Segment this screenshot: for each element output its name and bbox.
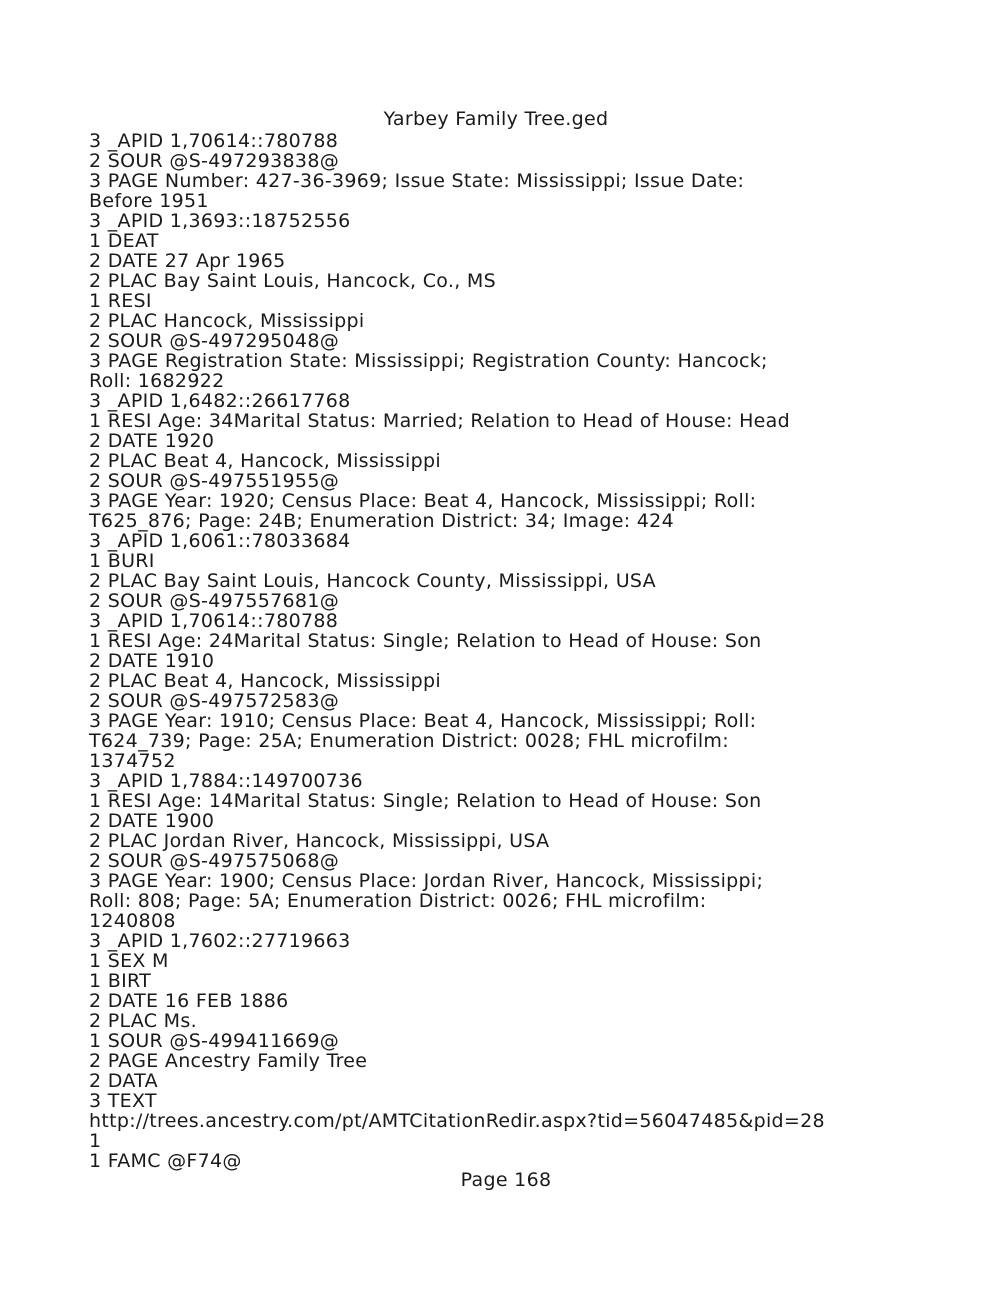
document-title: Yarbey Family Tree.ged: [383, 108, 609, 130]
record-line: 2 PLAC Ms.: [89, 1010, 197, 1032]
record-line: 2 DATE 1910: [89, 650, 215, 672]
record-line: 1 DEAT: [89, 230, 159, 252]
record-line: 1 SOUR @S-499411669@: [89, 1030, 340, 1052]
record-line: 2 PLAC Bay Saint Louis, Hancock County, Mississippi, USA: [89, 570, 656, 592]
record-line: 2 DATE 1900: [89, 810, 215, 832]
record-line: 3 _APID 1,7884::149700736: [89, 770, 363, 792]
record-line: 3 PAGE Registration State: Mississippi; Registration County: Hancock;: [89, 350, 768, 372]
record-line: 3 PAGE Year: 1920; Census Place: Beat 4, Hancock, Mississippi; Roll:: [89, 490, 757, 512]
record-line: 2 PAGE Ancestry Family Tree: [89, 1050, 368, 1072]
record-line: 3 PAGE Number: 427-36-3969; Issue State: Mississippi; Issue Date:: [89, 170, 745, 192]
record-line: 1 BIRT: [89, 970, 151, 992]
record-line: 2 PLAC Beat 4, Hancock, Mississippi: [89, 450, 441, 472]
record-line: 3 _APID 1,70614::780788: [89, 130, 339, 152]
record-line: Roll: 808; Page: 5A; Enumeration District: 0026; FHL microfilm:: [89, 890, 707, 912]
record-line: T624_739; Page: 25A; Enumeration District: 0028; FHL microfilm:: [89, 730, 729, 752]
record-line: 1 RESI Age: 34Marital Status: Married; Relation to Head of House: Head: [89, 410, 790, 432]
record-line: 1 RESI Age: 24Marital Status: Single; Relation to Head of House: Son: [89, 630, 762, 652]
record-line: 1240808: [89, 910, 176, 932]
record-line: 2 PLAC Beat 4, Hancock, Mississippi: [89, 670, 441, 692]
record-line: Roll: 1682922: [89, 370, 225, 392]
record-line: 2 DATE 27 Apr 1965: [89, 250, 286, 272]
record-line: 2 DATA: [89, 1070, 158, 1092]
record-line: T625_876; Page: 24B; Enumeration District: 34; Image: 424: [89, 510, 674, 532]
record-line: 1374752: [89, 750, 176, 772]
record-line: 2 PLAC Jordan River, Hancock, Mississippi, USA: [89, 830, 550, 852]
gedcom-record-list: [89, 131, 969, 1171]
record-line: 3 TEXT: [89, 1090, 157, 1112]
record-line: 2 PLAC Hancock, Mississippi: [89, 310, 365, 332]
record-line: 3 PAGE Year: 1900; Census Place: Jordan River, Hancock, Mississippi;: [89, 870, 764, 892]
record-line: 1 RESI: [89, 290, 152, 312]
record-line: 2 SOUR @S-497551955@: [89, 470, 340, 492]
record-line: http://trees.ancestry.com/pt/AMTCitationRedir.aspx?tid=56047485&pid=28: [89, 1110, 825, 1132]
record-line: 3 _APID 1,3693::18752556: [89, 210, 351, 232]
page-number: Page 168: [460, 1169, 552, 1191]
record-line: 2 SOUR @S-497575068@: [89, 850, 340, 872]
record-line: 1 SEX M: [89, 950, 169, 972]
record-line: 1 FAMC @F74@: [89, 1150, 242, 1172]
record-line: 2 DATE 16 FEB 1886: [89, 990, 289, 1012]
record-line: 3 PAGE Year: 1910; Census Place: Beat 4, Hancock, Mississippi; Roll:: [89, 710, 757, 732]
record-line: 2 PLAC Bay Saint Louis, Hancock, Co., MS: [89, 270, 496, 292]
record-line: 2 SOUR @S-497295048@: [89, 330, 340, 352]
record-line: 2 DATE 1920: [89, 430, 215, 452]
record-line: 3 _APID 1,6482::26617768: [89, 390, 351, 412]
record-line: 3 _APID 1,7602::27719663: [89, 930, 351, 952]
record-line: 1 RESI Age: 14Marital Status: Single; Relation to Head of House: Son: [89, 790, 762, 812]
record-line: 2 SOUR @S-497572583@: [89, 690, 340, 712]
record-line: 1: [89, 1130, 102, 1152]
record-line: 3 _APID 1,70614::780788: [89, 610, 339, 632]
record-line: 1 BURI: [89, 550, 155, 572]
record-line: 3 _APID 1,6061::78033684: [89, 530, 351, 552]
record-line: 2 SOUR @S-497293838@: [89, 150, 340, 172]
record-line: 2 SOUR @S-497557681@: [89, 590, 340, 612]
record-line: Before 1951: [89, 190, 209, 212]
